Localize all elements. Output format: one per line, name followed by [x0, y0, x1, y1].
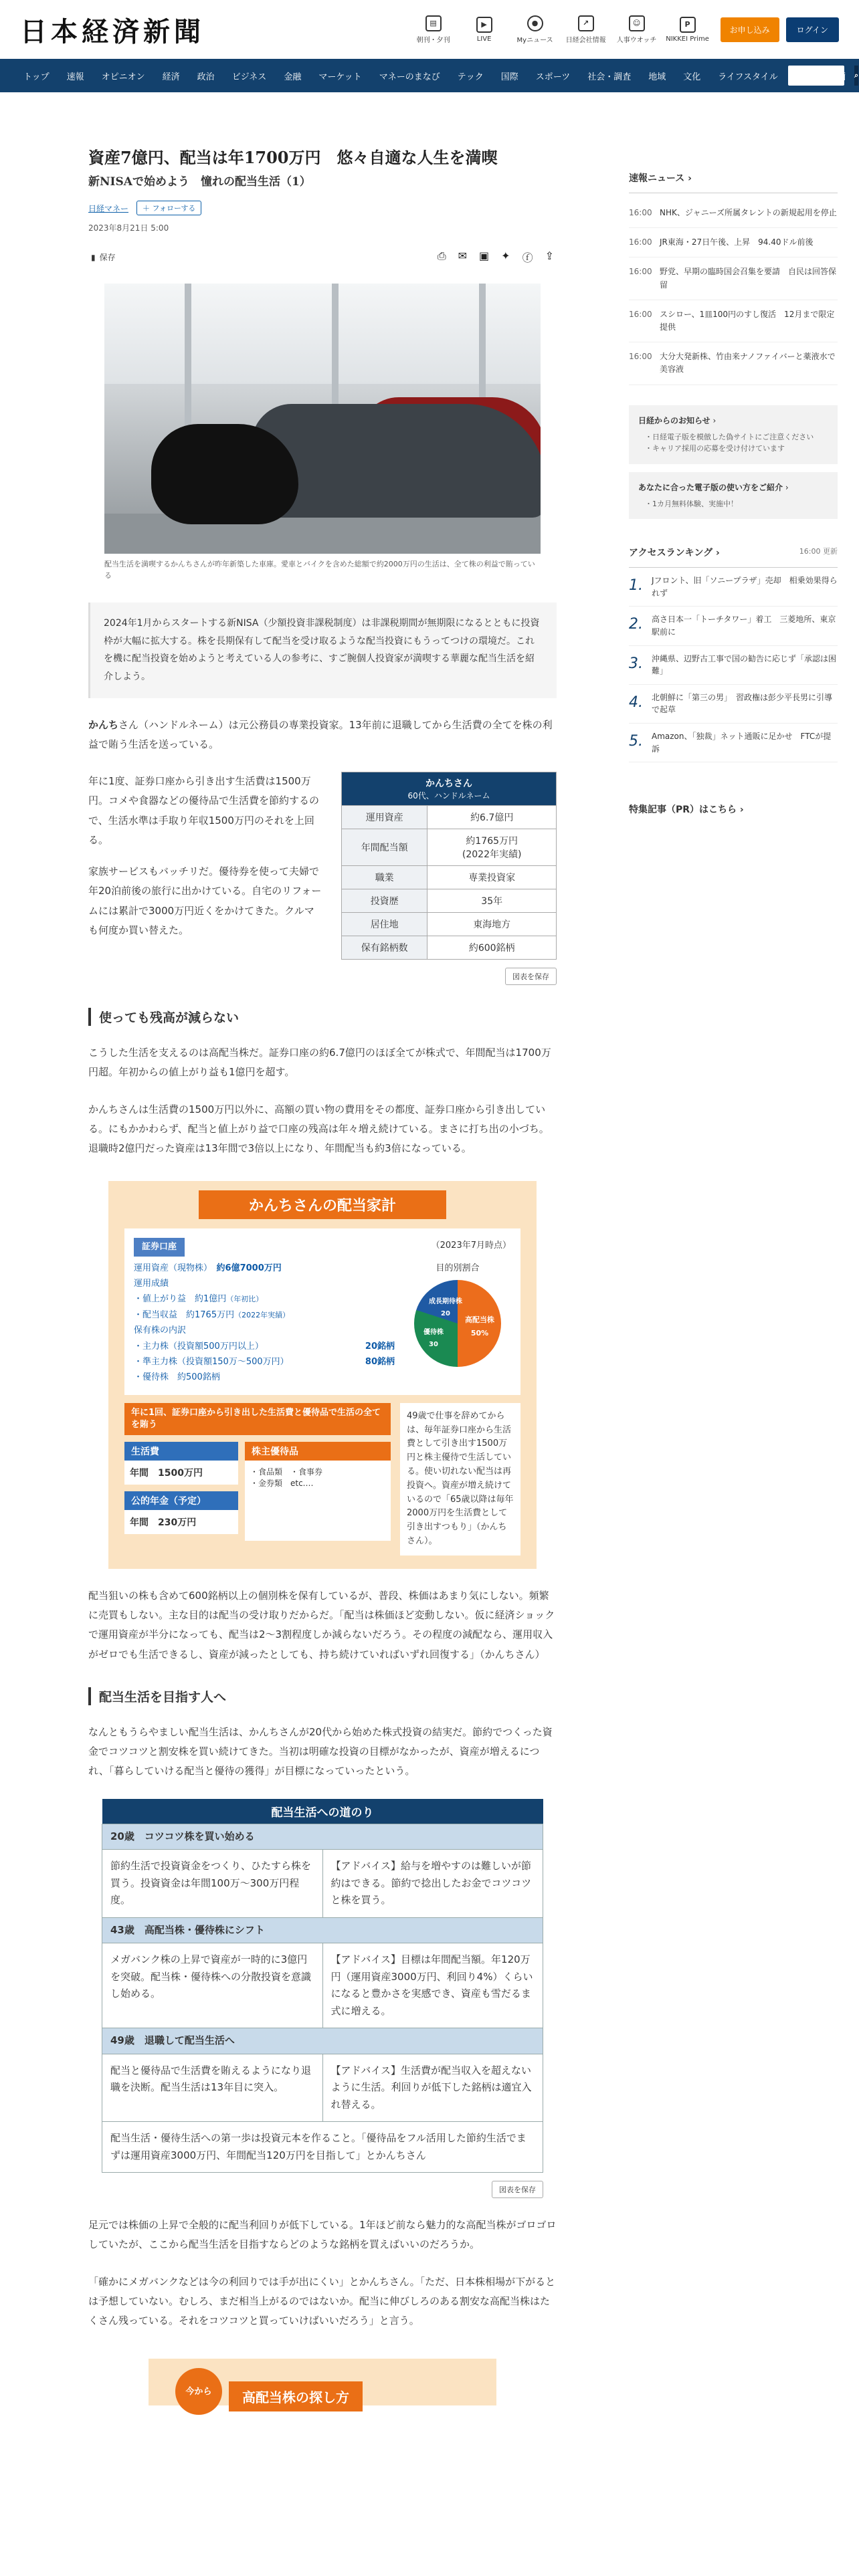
- list-item[interactable]: 4. 北朝鮮に「第三の男」 習政権は彭少平長男に引導で起草: [629, 685, 838, 724]
- tool-live[interactable]: ▶ LIVE: [462, 17, 506, 43]
- photo-caption: 配当生活を満喫するかんちさんが昨年新築した車庫。愛車とバイクを含めた総額で約2000万円の生活は、全て株の利益で賄っている: [104, 560, 535, 580]
- share-bar: [438, 249, 554, 265]
- tool-paper[interactable]: ▤ 朝刊・夕刊: [411, 15, 456, 44]
- paragraph: かんちさん（ハンドルネーム）は元公務員の専業投資家。13年前に退職してから生活費の全てを株の利益で賄う生活を送っている。: [88, 718, 553, 750]
- search-input[interactable]: 記事・銘柄 ⌕: [788, 66, 844, 86]
- nav-item[interactable]: 経済: [162, 72, 180, 82]
- list-item[interactable]: ・キャリア採用の応募を受け付けています: [645, 444, 785, 453]
- infographic-title: かんちさんの配当家計: [199, 1190, 446, 1219]
- share-icon[interactable]: ⇪: [545, 249, 554, 263]
- list-item[interactable]: 16:00 NHK、ジャニーズ所属タレントの新規起用を停止: [629, 199, 838, 228]
- list-item[interactable]: 2. 高さ日本一「トーチタワー」着工 三菱地所、東京駅前に: [629, 607, 838, 645]
- tool-company[interactable]: ↗ 日経会社情報: [564, 15, 608, 44]
- roadmap-table: 配当生活への道のり 20歳 コツコツ株を買い始める 節約生活で投資資金をつくり、ひたすら株を買う。投資資金は年間100万〜300万円程度。 【アドバイス】給与を増やすのは難しいが節約はできる。節約で捻出したお金でコツコツと株を買う。 43歳 高配当株・優待株にシフト メガバンク株の上昇で資産が一時的に3億円を突破。配当株・優待株への分散投資を意識し始める。 【アドバイス】目標は年間配当額。年120万円（運用資産3000万円、利回り4%）くらいになると豊かさを実感でき、資産も雪だるま式に増える。 49歳 退職して配当生活へ 配当と優待品で生活費を賄えるようになり退職を決断。配当生活は13年目に突入。 【アドバイス】生活費が配当収入を超えないように生活。利回りが低下した銘柄は適宜入れ替える。 配当生活・優待生活への第一歩は投資元本を作ること。「優待品をフル活用した節約生活でまずは運用資産3000万円、年間配当120万円を目指して」とかんちさん: [102, 1799, 543, 2173]
- nav-item[interactable]: オピニオン: [101, 72, 145, 82]
- news-heading[interactable]: 速報ニュース ›: [629, 171, 838, 193]
- tool-prime[interactable]: P NIKKEI Prime: [666, 17, 710, 43]
- section-heading: 配当生活を目指す人へ: [88, 1687, 557, 1705]
- save-button[interactable]: ▮ 保存: [91, 252, 116, 263]
- print-icon[interactable]: ⎙: [437, 249, 446, 263]
- ranking-list: [629, 568, 838, 762]
- table-row: 運用資産 約6.7億円: [342, 806, 557, 829]
- nav-item[interactable]: マネーのまなび: [379, 72, 440, 82]
- notice-box: [629, 405, 838, 464]
- follow-button[interactable]: ＋ フォローする: [136, 201, 201, 215]
- article-meta: [88, 201, 557, 215]
- list-item[interactable]: 3. 沖縄県、辺野古工事で国の勧告に応じず「承認は困難」: [629, 646, 838, 685]
- list-item[interactable]: 16:00 JR東海・27日午後、上昇 94.40ドル前後: [629, 228, 838, 257]
- dividend-infographic: かんちさんの配当家計 証券口座 （2023年7月時点） 運用資産（現物株） 約6億7000万円 運用成績 ・値上がり益 約1億円（年初比） ・配当収益 約1765万円（2022年実績） 保有株の内訳 ・主力株（投資額500万円以上） 20銘柄 ・準主力株（投資額150万〜500万円） 80銘柄 ・優待株 約500銘柄 目的別割合 成長期待株 20 優待株 30 高配当株 50% 年に1回、証券口座から引き出した生活費と優待品で生活の全てを賄う 生活費 年間 1500万円 公的年金（予定） 年間 230万円 株主優待品 ・食品類 ・食事券 ・金券類 etc.… 49歳で仕事を辞めてからは、毎年証券口座から生活費として引き出す1500万円と株主優待で生活している。使い切れない配当は再投資へ。資産が増え続けているので「65歳以降は毎年2000万円を生活費として引き出すつもり」（かんちさん）。: [108, 1181, 537, 1568]
- nav-item[interactable]: 速報: [66, 72, 84, 82]
- nav-item[interactable]: スポーツ: [535, 72, 571, 82]
- save-figure-button[interactable]: 図表を保存: [492, 2181, 543, 2198]
- nav-item[interactable]: 国際: [500, 72, 518, 82]
- list-item[interactable]: ・日経電子版を模倣した偽サイトにご注意ください: [645, 432, 814, 441]
- save-figure-button[interactable]: 図表を保存: [505, 968, 557, 985]
- article-photo: [104, 284, 541, 554]
- nav-item[interactable]: 地域: [648, 72, 666, 82]
- article: [88, 92, 557, 2405]
- prime-icon: P: [680, 17, 696, 33]
- ranking-heading[interactable]: アクセスランキング › 16:00 更新: [629, 546, 838, 568]
- nav-item[interactable]: テック: [457, 72, 484, 82]
- search-icon[interactable]: ⌕: [854, 66, 858, 86]
- profile-row: [88, 772, 557, 985]
- article-title: 資産7億円、配当は年1700万円 悠々自適な人生を満喫: [88, 148, 498, 167]
- twitter-icon[interactable]: ✦: [501, 249, 510, 263]
- paragraph: こうした生活を支えるのは高配当株だ。証券口座の約6.7億円のほぼ全てが株式で、年間配当は1700万円超。年初からの値上がり益も1億円を超す。: [88, 1047, 551, 1079]
- article-date: 2023年8月21日 5:00: [88, 223, 169, 233]
- sidebar: [629, 92, 838, 2405]
- nav-item[interactable]: 金融: [284, 72, 302, 82]
- nikkei-logo[interactable]: 日本経済新聞: [20, 15, 205, 47]
- howto-banner: 今から 高配当株の探し方: [149, 2359, 496, 2405]
- nav-item[interactable]: マーケット: [318, 72, 362, 82]
- nav-item[interactable]: ライフスタイル: [718, 72, 778, 82]
- paragraph: 足元では株価の上昇で全般的に配当利回りが低下している。1年ほど前なら魅力的な高配当株がゴロゴロしていたが、ここから配当生活を目指すならどのような銘柄を買えばいいのだろうか。: [88, 2219, 557, 2251]
- nav-item[interactable]: 政治: [197, 72, 215, 82]
- tool-mynews[interactable]: ● Myニュース: [513, 15, 557, 44]
- paragraph: 配当狙いの株も含めて600銘柄以上の個別株を保有しているが、普段、株価はあまり気にしない。頻繁に売買もしない。主な目的は配当の受け取りだからだ。「配当は株価ほど変動しない。仮に経済ショックで運用資産が半分になっても、配当は2〜3割程度しか減らないだろう。その程度の減配なら、運用収入がゼロでも生活できるし、資産が減ったとしても、持ち続けていればいずれ回復する」（かんちさん）: [88, 1589, 555, 1660]
- table-row: 投資歴 35年: [342, 889, 557, 913]
- page-body: [0, 92, 859, 2405]
- user-icon: ●: [527, 15, 543, 31]
- notice-box: [629, 472, 838, 520]
- withdraw-note: 年に1回、証券口座から引き出した生活費と優待品で生活の全てを賄う: [124, 1403, 391, 1435]
- table-row: 居住地 東海地方: [342, 913, 557, 936]
- list-item[interactable]: 16:00 スシロー、1皿100円のすし復活 12月まで限定提供: [629, 300, 838, 342]
- news-list: [629, 199, 838, 385]
- people-icon: ☺: [629, 15, 645, 31]
- table-row: 年間配当額 約1765万円 (2022年実績): [342, 829, 557, 866]
- site-header: [0, 0, 859, 59]
- nav-item[interactable]: トップ: [23, 72, 50, 82]
- list-item[interactable]: 1. Jフロント、旧「ソニープラザ」売却 相乗効果得られず: [629, 568, 838, 607]
- newspaper-icon: ▤: [425, 15, 442, 31]
- table-row: 保有銘柄数 約600銘柄: [342, 936, 557, 960]
- table-row: 節約生活で投資資金をつくり、ひたすら株を買う。投資資金は年間100万〜300万円程度。 【アドバイス】給与を増やすのは難しいが節約はできる。節約で捻出したお金でコツコツと株を買う。: [102, 1850, 543, 1918]
- header-tools: [411, 15, 839, 44]
- quote-box: 49歳で仕事を辞めてからは、毎年証券口座から生活費として引き出す1500万円と株主優待で生活している。使い切れない配当は再投資へ。資産が増え続けているので「65歳以降は毎年2000万円を生活費として引き出すつもり」（かんちさん）。: [400, 1403, 520, 1555]
- mail-icon[interactable]: ✉: [458, 249, 468, 263]
- category-link[interactable]: 日経マネー: [88, 203, 129, 213]
- paragraph: 「確かにメガバンクなどは今の利回りでは手が出にくい」とかんちさん。「ただ、日本株相場が下がるとは予想していない。むしろ、まだ相当上がるのではないか。配当に伸びしろのある割安な高配当株はたくさん残っている。それをコツコツと買っていけばいいだろう」と言う。: [88, 2275, 556, 2327]
- account-box: 証券口座 （2023年7月時点） 運用資産（現物株） 約6億7000万円 運用成績 ・値上がり益 約1億円（年初比） ・配当収益 約1765万円（2022年実績） 保有株の内訳 ・主力株（投資額500万円以上） 20銘柄 ・準主力株（投資額150万〜500万円） 80銘柄 ・優待株 約500銘柄 目的別割合 成長期待株 20 優待株 30 高配当株 50%: [124, 1228, 520, 1395]
- paragraph: かんちさんは生活費の1500万円以外に、高額の買い物の費用をその都度、証券口座から引き出している。にもかかわらず、配当と値上がり益で口座の残高は年々増え続けている。まさに打ち出の小づち。退職時2億円だった資産は13年間で3倍以上になり、年間配当も約3倍になっている。: [88, 1103, 549, 1155]
- profile-table: かんちさん 60代、ハンドルネーム 運用資産 約6.7億円 年間配当額 約1765万円 (2022年実績) 職業 専業投資家 投資歴 35年 居住地 東海地方 保有銘柄数 約600銘柄: [341, 772, 557, 960]
- live-icon: ▶: [476, 17, 492, 33]
- chart-icon: ↗: [578, 15, 594, 31]
- gift-icon[interactable]: ▣: [479, 249, 490, 263]
- signup-button[interactable]: お申し込み: [721, 17, 779, 42]
- list-item[interactable]: 16:00 野党、早期の臨時国会召集を要請 自民は回答保留: [629, 257, 838, 300]
- login-button[interactable]: ログイン: [786, 17, 839, 42]
- article-subtitle: 新NISAで始めよう 憧れの配当生活（1）: [88, 175, 311, 189]
- paragraph: 年に1度、証券口座から引き出す生活費は1500万円。コメや食器などの優待品で生活費を節約するので、生活水準は手取り年収1500万円のそれを上回る。: [88, 775, 320, 846]
- list-item[interactable]: ・1カ月無料体験、実施中！: [645, 499, 738, 508]
- table-row: 職業 専業投資家: [342, 866, 557, 889]
- facebook-icon[interactable]: ⓕ: [522, 251, 533, 265]
- main-nav: [0, 59, 859, 92]
- table-row: メガバンク株の上昇で資産が一時的に3億円を突破。配当株・優待株への分散投資を意識し始める。 【アドバイス】目標は年間配当額。年120万円（運用資産3000万円、利回り4%）くらいになると豊かさを実感でき、資産も雪だるま式に増える。: [102, 1943, 543, 2028]
- bookmark-icon: ▮: [91, 252, 96, 262]
- nav-item[interactable]: 文化: [683, 72, 701, 82]
- paragraph: 家族サービスもバッチリだ。優待券を使って夫婦で年20泊前後の旅行に出かけている。自宅のリフォームには累計で3000万円近くをかけてきた。クルマも何度か買い替えた。: [88, 865, 322, 936]
- article-actions: [88, 249, 557, 265]
- allocation-pie: 成長期待株 20 優待株 30 高配当株 50%: [414, 1280, 501, 1367]
- list-item[interactable]: 16:00 大分大発新株、竹由来ナノファイバーと薬液水で美容液: [629, 342, 838, 385]
- table-row: 配当と優待品で生活費を賄えるようになり退職を決断。配当生活は13年目に突入。 【アドバイス】生活費が配当収入を超えないように生活。利回りが低下した銘柄は適宜入れ替える。: [102, 2054, 543, 2122]
- list-item[interactable]: 5. Amazon、「独裁」ネット通販に足かせ FTCが提訴: [629, 724, 838, 762]
- article-lead: 2024年1月からスタートする新NISA（少額投資非課税制度）は非課税期間が無期限になるとともに投資枠が大幅に拡大する。株を長期保有して配当を受け取るような配当投資にもうってつけの環境だ。これを機に配当投資を始めようと考えている人の参考に、すご腕個人投資家が満喫する華麗な配当生活を紹介しよう。: [88, 603, 557, 697]
- pr-heading[interactable]: 特集記事（PR）はこちら ›: [629, 804, 744, 816]
- notice-title[interactable]: 日経からのお知らせ ›: [638, 415, 717, 425]
- paragraph: なんともうらやましい配当生活は、かんちさんが20代から始めた株式投資の結実だ。節約でつくった資金でコツコツと割安株を買い続けてきた。当初は明確な投資の目標がなかったが、資産が増えるにつれ、「暮らしていける配当と優待の獲得」が目標になっていったという。: [88, 1725, 553, 1778]
- nav-item[interactable]: ビジネス: [231, 72, 267, 82]
- tool-jinji[interactable]: ☺ 人事ウオッチ: [615, 15, 659, 44]
- section-heading: 使っても残高が減らない: [88, 1008, 557, 1026]
- nav-item[interactable]: 社会・調査: [587, 72, 632, 82]
- notice-title[interactable]: あなたに合った電子版の使い方をご紹介 ›: [638, 482, 789, 492]
